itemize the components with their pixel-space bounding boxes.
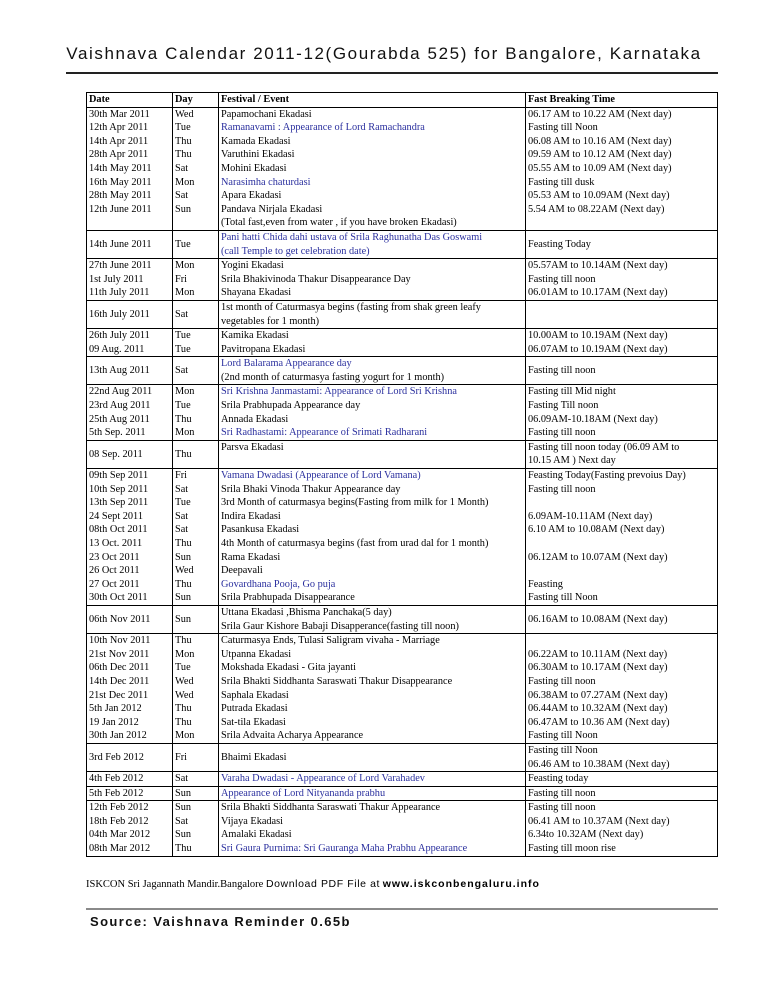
fast-breaking-cell: Feasting today — [526, 772, 718, 787]
event-text: Sri Krishna Janmastami: Appearance of Lord Sri Krishna — [221, 386, 457, 398]
footer-temple: ISKCON Sri Jagannath Mandir.Bangalore — [86, 879, 264, 890]
day-cell: Mon Tue Thu Mon — [173, 385, 219, 440]
event-text: Vijaya Ekadasi — [221, 815, 283, 827]
fast-breaking-cell: 06.17 AM to 10.22 AM (Next day) Fasting till Noon 06.08 AM to 10.16 AM (Next day) 09.59 AM to 10.12 AM (Next day) 05.55 AM to 10.09 AM (Next day) Fasting till dusk 05.53 AM to 10.09AM (Next day) 5.54 AM to 08.22AM (Next day) — [526, 107, 718, 230]
day-cell: Tue — [173, 230, 219, 258]
day-cell: Thu — [173, 440, 219, 468]
table-row — [87, 259, 718, 301]
event-text: (2nd month of caturmasya fasting yogurt for 1 month) — [221, 371, 445, 383]
table-row — [87, 469, 718, 606]
table-header-row — [87, 93, 718, 108]
event-text: Varuthini Ekadasi — [221, 149, 295, 161]
event-text: Yogini Ekadasi — [221, 260, 284, 272]
date-cell: 09th Sep 2011 10th Sep 2011 13th Sep 2011 24 Sept 2011 08th Oct 2011 13 Oct. 2011 23 Oct 2011 26 Oct 2011 27 Oct 2011 30th Oct 2011 — [87, 469, 173, 606]
fast-breaking-cell: Fasting till Noon 06.46 AM to 10.38AM (Next day) — [526, 743, 718, 771]
column-header-date: Date — [87, 93, 173, 108]
event-cell — [219, 300, 526, 328]
fast-breaking-cell: 05.57AM to 10.14AM (Next day) Fasting till noon 06.01AM to 10.17AM (Next day) — [526, 259, 718, 301]
page-title: Vaishnava Calendar 2011-12(Gourabda 525) for Bangalore, Karnataka — [66, 44, 702, 63]
column-header-event: Festival / Event — [219, 93, 526, 108]
fast-breaking-cell: Fasting till noon today (06.09 AM to 10.15 AM ) Next day — [526, 440, 718, 468]
fast-breaking-cell: Feasting Today — [526, 230, 718, 258]
source-note: Source: Vaishnava Reminder 0.65b — [90, 914, 351, 929]
event-text: Lord Balarama Appearance day — [221, 358, 352, 370]
footer-download-label: Download PDF File at — [265, 878, 381, 890]
fast-breaking-cell: Fasting till noon — [526, 357, 718, 385]
event-text: Kamika Ekadasi — [221, 330, 289, 342]
event-cell — [219, 259, 526, 301]
fast-breaking-cell: 10.00AM to 10.19AM (Next day) 06.07AM to 10.19AM (Next day) — [526, 329, 718, 357]
day-cell: Thu Mon Tue Wed Wed Thu Thu Mon — [173, 634, 219, 744]
event-text: Annada Ekadasi — [221, 413, 289, 425]
event-text: Pavitropana Ekadasi — [221, 343, 306, 355]
event-text: Srila Bhakti Siddhanta Saraswati Thakur Disappearance — [221, 675, 453, 687]
date-cell: 10th Nov 2011 21st Nov 2011 06th Dec 2011 14th Dec 2011 21st Dec 2011 5th Jan 2012 19 Jan 2012 30th Jan 2012 — [87, 634, 173, 744]
day-cell: Fri — [173, 743, 219, 771]
date-cell: 14th June 2011 — [87, 230, 173, 258]
date-cell: 13th Aug 2011 — [87, 357, 173, 385]
table-row — [87, 772, 718, 787]
event-text: Pani hatti Chida dahi ustava of Srila Raghunatha Das Goswami (call Temple to get celebration date) — [221, 231, 483, 257]
event-cell — [219, 107, 526, 230]
event-cell — [219, 772, 526, 787]
event-text: Srila Prabhupada Disappearance — [221, 592, 355, 604]
fast-breaking-cell: Fasting till noon 06.41 AM to 10.37AM (Next day) 6.34to 10.32AM (Next day) Fasting till moon rise — [526, 801, 718, 856]
event-text: Rama Ekadasi — [221, 551, 281, 563]
day-cell: Sat — [173, 300, 219, 328]
date-cell: 12th Feb 2012 18th Feb 2012 04th Mar 2012 08th Mar 2012 — [87, 801, 173, 856]
event-cell — [219, 801, 526, 856]
event-text: Putrada Ekadasi — [221, 703, 288, 715]
date-cell: 16th July 2011 — [87, 300, 173, 328]
table-row — [87, 743, 718, 771]
day-cell: Wed Tue Thu Thu Sat Mon Sat Sun — [173, 107, 219, 230]
day-cell: Sun Sat Sun Thu — [173, 801, 219, 856]
event-text: 1st month of Caturmasya begins (fasting from shak green leafy vegetables for 1 month) — [221, 301, 481, 327]
event-text: Ramanavami : Appearance of Lord Ramachandra — [221, 122, 425, 134]
date-cell: 4th Feb 2012 — [87, 772, 173, 787]
table-row — [87, 801, 718, 856]
header-divider — [66, 72, 718, 74]
event-text: Srila Bhaki Vinoda Thakur Appearance day — [221, 483, 401, 495]
event-text: Srila Advaita Acharya Appearance — [221, 730, 364, 742]
fast-breaking-cell: Fasting till noon — [526, 786, 718, 801]
event-text: Mohini Ekadasi — [221, 162, 287, 174]
event-text: Mokshada Ekadasi - Gita jayanti — [221, 662, 356, 674]
event-cell — [219, 469, 526, 606]
event-cell — [219, 634, 526, 744]
footer-line — [86, 878, 726, 890]
event-cell — [219, 329, 526, 357]
day-cell: Tue Tue — [173, 329, 219, 357]
date-cell: 27th June 2011 1st July 2011 11th July 2011 — [87, 259, 173, 301]
day-cell: Sat — [173, 772, 219, 787]
event-cell — [219, 230, 526, 258]
event-text: Papamochani Ekadasi — [221, 108, 312, 120]
table-row — [87, 300, 718, 328]
day-cell: Sun — [173, 605, 219, 633]
event-text: Appearance of Lord Nityananda prabhu — [221, 787, 386, 799]
table-row — [87, 440, 718, 468]
event-text: Narasimha chaturdasi — [221, 176, 311, 188]
event-text: Sri Radhastami: Appearance of Srimati Radharani — [221, 427, 428, 439]
event-text: Pasankusa Ekadasi — [221, 524, 300, 536]
event-text: Saphala Ekadasi — [221, 689, 289, 701]
table-row — [87, 329, 718, 357]
date-cell: 06th Nov 2011 — [87, 605, 173, 633]
event-cell — [219, 357, 526, 385]
table-row — [87, 605, 718, 633]
event-text: Srila Prabhupada Appearance day — [221, 400, 361, 412]
table-row — [87, 357, 718, 385]
event-text: Srila Bhakivinoda Thakur Disappearance Day — [221, 273, 411, 285]
event-text: Bhaimi Ekadasi — [221, 751, 287, 763]
footer-site-link[interactable]: www.iskconbengaluru.info — [382, 878, 540, 890]
event-cell — [219, 440, 526, 468]
day-cell: Mon Fri Mon — [173, 259, 219, 301]
event-text: Sat-tila Ekadasi — [221, 716, 286, 728]
event-text: Uttana Ekadasi ,Bhisma Panchaka(5 day) Srila Gaur Kishore Babaji Disapperance(fasting till noon) — [221, 606, 459, 632]
event-text: Srila Bhakti Siddhanta Saraswati Thakur Appearance — [221, 802, 441, 814]
table-row — [87, 634, 718, 744]
event-cell — [219, 385, 526, 440]
event-text: Apara Ekadasi — [221, 190, 282, 202]
event-cell — [219, 786, 526, 801]
column-header-fast: Fast Breaking Time — [526, 93, 718, 108]
fast-breaking-cell: Fasting till Mid night Fasting Till noon 06.09AM-10.18AM (Next day) Fasting till noon — [526, 385, 718, 440]
event-text: Pandava Nirjala Ekadasi (Total fast,even from water , if you have broken Ekadasi) — [221, 203, 457, 229]
event-text: 3rd Month of caturmasya begins(Fasting from milk for 1 Month) — [221, 497, 489, 509]
event-cell — [219, 605, 526, 633]
fast-breaking-cell: Feasting Today(Fasting prevoius Day) Fasting till noon 6.09AM-10.11AM (Next day) 6.10 AM to 10.08AM (Next day) 06.12AM to 10.07AM (Next day) Feasting Fasting till Noon — [526, 469, 718, 606]
event-text: Kamada Ekadasi — [221, 135, 291, 147]
fast-breaking-cell: 06.16AM to 10.08AM (Next day) — [526, 605, 718, 633]
event-text: Parsva Ekadasi — [221, 441, 284, 453]
date-cell: 22nd Aug 2011 23rd Aug 2011 25th Aug 2011 5th Sep. 2011 — [87, 385, 173, 440]
event-text: 4th Month of caturmasya begins (fast from urad dal for 1 month) — [221, 538, 489, 549]
event-text: Caturmasya Ends, Tulasi Saligram vivaha - Marriage — [221, 635, 440, 647]
date-cell: 3rd Feb 2012 — [87, 743, 173, 771]
date-cell: 5th Feb 2012 — [87, 786, 173, 801]
event-text: Amalaki Ekadasi — [221, 829, 292, 841]
date-cell: 26th July 2011 09 Aug. 2011 — [87, 329, 173, 357]
event-text: Deepavali — [221, 565, 263, 577]
event-text: Shayana Ekadasi — [221, 287, 292, 299]
date-cell: 08 Sep. 2011 — [87, 440, 173, 468]
event-text: Utpanna Ekadasi — [221, 648, 292, 660]
table-row — [87, 107, 718, 230]
event-text: Indira Ekadasi — [221, 510, 281, 522]
day-cell: Fri Sat Tue Sat Sat Thu Sun Wed Thu Sun — [173, 469, 219, 606]
table-row — [87, 786, 718, 801]
calendar-table — [86, 92, 718, 857]
date-cell: 30th Mar 2011 12th Apr 2011 14th Apr 2011 28th Apr 2011 14th May 2011 16th May 2011 28th May 2011 12th June 2011 — [87, 107, 173, 230]
event-text: Sri Gaura Purnima: Sri Gauranga Maha Prabhu Appearance — [221, 843, 468, 855]
event-cell — [219, 743, 526, 771]
event-text: Vamana Dwadasi (Appearance of Lord Vamana) — [221, 470, 421, 482]
fast-breaking-cell: 06.22AM to 10.11AM (Next day) 06.30AM to 10.17AM (Next day) Fasting till noon 06.38AM to 07.27AM (Next day) 06.44AM to 10.32AM (Next day) 06.47AM to 10.36 AM (Next day) Fasting till Noon — [526, 634, 718, 744]
fast-breaking-cell — [526, 300, 718, 328]
table-row — [87, 230, 718, 258]
column-header-day: Day — [173, 93, 219, 108]
event-text: Varaha Dwadasi - Appearance of Lord Varahadev — [221, 773, 425, 785]
source-divider — [86, 908, 718, 910]
day-cell: Sat — [173, 357, 219, 385]
day-cell: Sun — [173, 786, 219, 801]
calendar-body — [87, 107, 718, 856]
table-row — [87, 385, 718, 440]
event-text: Govardhana Pooja, Go puja — [221, 578, 336, 590]
